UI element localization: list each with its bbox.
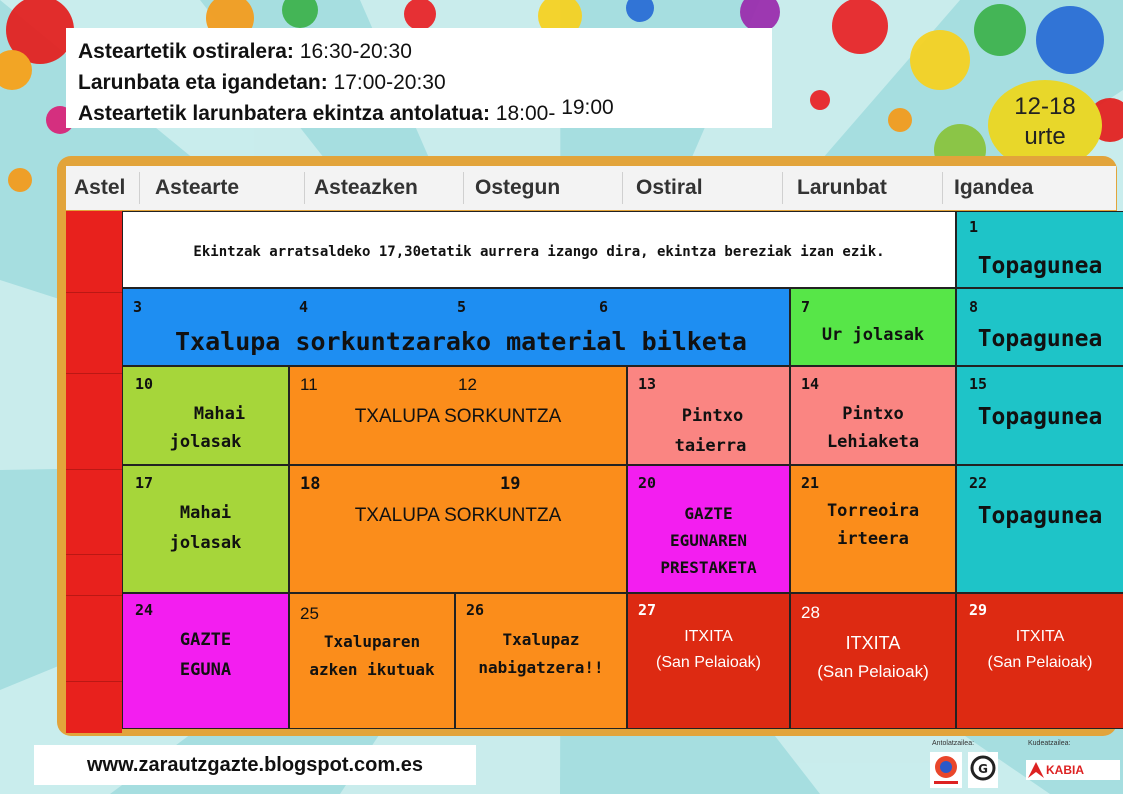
header-divider	[942, 172, 943, 204]
day-activity-line1: Txalupaz	[502, 630, 580, 649]
day-number: 11	[300, 375, 318, 394]
opening-hours-box	[66, 28, 772, 128]
day-header-saturday: Larunbat	[797, 176, 887, 199]
week-divider	[66, 681, 122, 682]
day-number: 24	[135, 601, 154, 619]
day-number: 4	[299, 298, 309, 316]
day-number: 10	[135, 375, 154, 393]
day-activity: Ur jolasak	[821, 325, 925, 345]
hours-value-activities-end: 19:00	[561, 96, 614, 119]
day-activity: Topagunea	[977, 253, 1103, 279]
day-number: 21	[801, 474, 820, 492]
day-cell-15	[956, 366, 1123, 465]
txalupa-creation-cell	[289, 465, 627, 593]
day-cell-27	[627, 593, 790, 729]
week-divider	[66, 554, 122, 555]
sponsor-logos	[926, 738, 1122, 792]
monday-column	[66, 211, 122, 733]
day-number: 13	[638, 375, 657, 393]
hours-value-weekend: 17:00-20:30	[333, 71, 446, 94]
day-cell-29	[956, 593, 1123, 729]
day-header-wednesday: Asteazken	[314, 176, 418, 199]
day-activity-line1: Mahai	[193, 404, 246, 424]
header-divider	[622, 172, 623, 204]
day-cell-28	[790, 593, 956, 729]
day-number: 6	[599, 298, 609, 316]
day-cell-8	[956, 288, 1123, 366]
kabia-bird-icon	[1028, 762, 1044, 778]
day-activity-line2: EGUNAREN	[669, 531, 748, 550]
day-activity: Topagunea	[977, 326, 1103, 352]
header-divider	[782, 172, 783, 204]
day-number: 26	[466, 601, 485, 619]
day-number: 27	[638, 601, 657, 619]
day-activity: Txalupa sorkuntzarako material bilketa	[175, 327, 747, 356]
day-activity-line1: Pintxo	[842, 404, 904, 424]
day-cell-22	[956, 465, 1123, 593]
day-activity-line2: taierra	[674, 436, 747, 456]
week-divider	[66, 373, 122, 374]
town-logo-icon	[968, 752, 998, 788]
day-number: 17	[135, 474, 154, 492]
day-cell-1	[956, 211, 1123, 288]
day-activity: TXALUPA SORKUNTZA	[354, 505, 562, 526]
day-cell-26	[455, 593, 627, 729]
hours-line-activities	[78, 98, 760, 129]
day-activity-line3: PRESTAKETA	[660, 558, 757, 577]
day-cell-7	[790, 288, 956, 366]
week-divider	[66, 292, 122, 293]
day-activity-line2: jolasak	[169, 533, 242, 553]
notice-cell	[122, 211, 956, 288]
day-activity-line2: azken ikutuak	[309, 660, 435, 679]
organizer-label: Antolatzailea:	[932, 740, 975, 747]
day-cell-14	[790, 366, 956, 465]
day-number: 19	[500, 474, 521, 494]
day-cell-13	[627, 366, 790, 465]
week-divider	[66, 595, 122, 596]
day-activity-line1: ITXITA	[684, 628, 733, 645]
day-activity-line2: (San Pelaioak)	[656, 654, 761, 671]
day-activity-line2: EGUNA	[179, 660, 232, 680]
gazte-logo-icon	[930, 752, 962, 788]
kabia-text: KABIA	[1046, 763, 1084, 777]
day-activity-line2: irteera	[837, 529, 909, 549]
day-cell-24	[122, 593, 289, 729]
day-number: 22	[969, 474, 988, 492]
manager-label: Kudeatzailea:	[1028, 740, 1071, 747]
hours-value-activities-start: 18:00-	[495, 102, 556, 125]
day-activity-line2: (San Pelaioak)	[817, 662, 929, 681]
day-activity-line1: ITXITA	[845, 633, 901, 653]
hours-value-weekdays: 16:30-20:30	[299, 40, 412, 63]
day-number: 1	[969, 218, 979, 236]
day-cell-17	[122, 465, 289, 593]
day-number: 28	[801, 603, 820, 622]
day-cell-10	[122, 366, 289, 465]
hours-label-activities: Asteartetik larunbatera ekintza antolatua:	[78, 102, 490, 125]
day-activity-line1: Mahai	[179, 503, 232, 523]
day-activity-line1: ITXITA	[1015, 628, 1065, 645]
day-number: 25	[300, 604, 319, 623]
header-divider	[304, 172, 305, 204]
day-activity-line1: Txaluparen	[323, 632, 421, 651]
day-activity-line2: nabigatzera!!	[478, 658, 604, 677]
day-activity-line2: jolasak	[169, 432, 242, 452]
svg-text:G: G	[978, 762, 988, 776]
day-number: 20	[638, 474, 657, 492]
day-header-tuesday: Astearte	[155, 176, 240, 199]
txalupa-creation-cell	[289, 366, 627, 465]
hours-line-weekend	[78, 67, 760, 98]
day-number: 5	[457, 298, 467, 316]
hours-label-weekdays: Asteartetik ostiralera:	[78, 40, 294, 63]
day-activity-line1: GAZTE	[684, 504, 733, 523]
header-divider	[139, 172, 140, 204]
day-cell-20	[627, 465, 790, 593]
day-activity-line1: GAZTE	[179, 630, 232, 650]
day-number: 7	[801, 298, 811, 316]
week-divider	[66, 469, 122, 470]
day-activity: Topagunea	[977, 503, 1103, 529]
day-number: 29	[969, 601, 988, 619]
day-cell-21	[790, 465, 956, 593]
hours-line-weekdays	[78, 36, 760, 67]
day-header-monday: Astel	[74, 176, 126, 199]
day-number: 14	[801, 375, 820, 393]
blog-url[interactable]: www.zarautzgazte.blogspot.com.es	[34, 745, 476, 785]
age-range: 12-18	[1014, 93, 1076, 120]
day-number: 8	[969, 298, 979, 316]
day-header-friday: Ostiral	[636, 176, 703, 199]
day-number: 3	[133, 298, 143, 316]
day-header-thursday: Ostegun	[475, 176, 561, 199]
day-number: 18	[300, 474, 321, 494]
kabia-logo	[1026, 760, 1120, 780]
day-number: 12	[458, 375, 477, 394]
day-cell-25	[289, 593, 455, 729]
notice-text: Ekintzak arratsaldeko 17,30etatik aurrera izango dira, ekintza bereziak izan ezik.	[193, 244, 885, 260]
hours-label-weekend: Larunbata eta igandetan:	[78, 71, 328, 94]
day-activity: Topagunea	[977, 404, 1103, 430]
day-activity-line1: Torreoira	[826, 501, 920, 521]
day-activity-line2: Lehiaketa	[826, 432, 920, 452]
age-unit: urte	[1024, 123, 1066, 150]
day-activity-line1: Pintxo	[681, 406, 744, 426]
header-divider	[463, 172, 464, 204]
material-collection-cell	[122, 288, 790, 366]
day-number: 15	[969, 375, 988, 393]
weekday-header	[66, 166, 1116, 210]
day-header-sunday: Igandea	[954, 176, 1034, 199]
day-activity: TXALUPA SORKUNTZA	[354, 406, 562, 427]
day-activity-line2: (San Pelaioak)	[987, 654, 1093, 671]
